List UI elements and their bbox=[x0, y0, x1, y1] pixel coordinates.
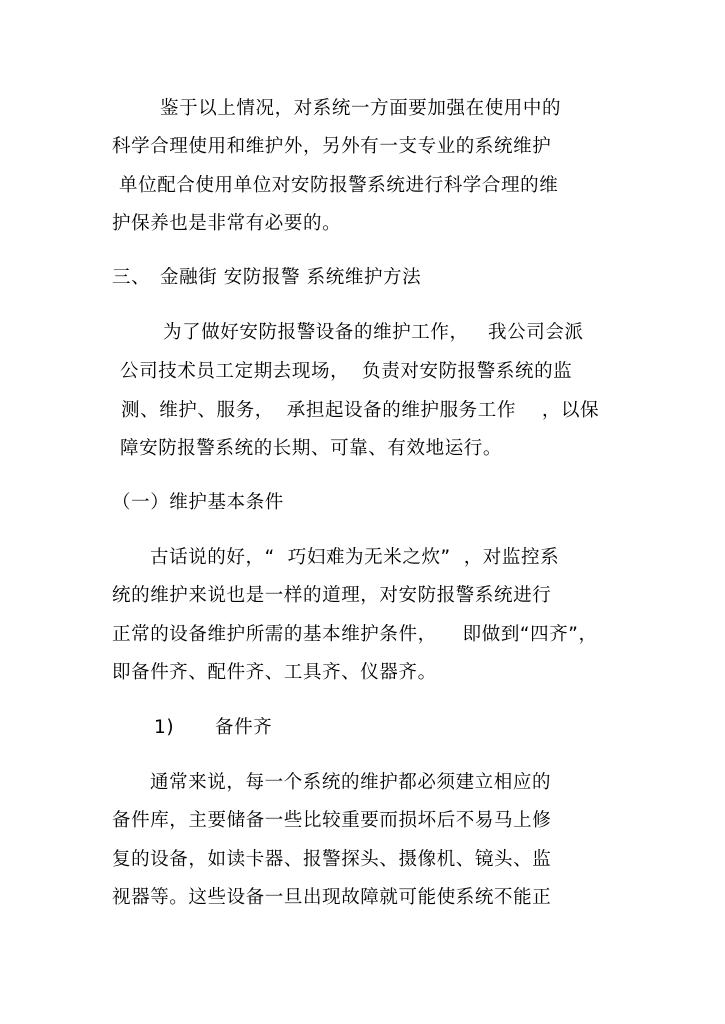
subsection-title: （一）维护基本条件 bbox=[112, 492, 284, 513]
text-line: 公司技术员工定期去现场， 负责对安防报警系统的监 bbox=[120, 361, 573, 382]
text-line: 障安防报警系统的长期、可靠、有效地运行。 bbox=[120, 438, 503, 459]
section-number: 三、 bbox=[112, 267, 151, 288]
text-line: 备件库，主要储备一些比较重要而损坏后不易马上修 bbox=[112, 810, 552, 831]
list-item-title: 备件齐 bbox=[215, 717, 273, 738]
text-line: 鉴于以上情况，对系统一方面要加强在使用中的 bbox=[160, 98, 562, 119]
text-line: 即备件齐、配件齐、工具齐、仪器齐。 bbox=[112, 662, 437, 683]
text-line: 科学合理使用和维护外，另外有一支专业的系统维护 bbox=[112, 136, 552, 157]
text-line: 为了做好安防报警设备的维护工作， 我公司会派 bbox=[163, 322, 584, 343]
text-line: 单位配合使用单位对安防报警系统进行科学合理的维 bbox=[119, 175, 559, 196]
text-line: 视器等。这些设备一旦出现故障就可能使系统不能正 bbox=[112, 887, 552, 908]
text-line: 护保养也是非常有必要的。 bbox=[112, 213, 342, 234]
list-item-number: 1) bbox=[154, 717, 175, 738]
text-line: 通常来说，每一个系统的维护都必须建立相应的 bbox=[150, 772, 552, 793]
text-line: 古话说的好，“ 巧妇难为无米之炊” ，对监控系 bbox=[150, 547, 560, 568]
text-line: 正常的设备维护所需的基本维护条件， 即做到“四齐”， bbox=[112, 624, 598, 645]
text-line: 统的维护来说也是一样的道理，对安防报警系统进行 bbox=[112, 585, 552, 606]
text-line: 复的设备，如读卡器、报警探头、摄像机、镜头、监 bbox=[112, 849, 552, 870]
text-line: 测、维护、服务， 承担起设备的维护服务工作 ，以保 bbox=[121, 400, 600, 421]
section-title: 金融街 安防报警 系统维护方法 bbox=[160, 267, 422, 288]
